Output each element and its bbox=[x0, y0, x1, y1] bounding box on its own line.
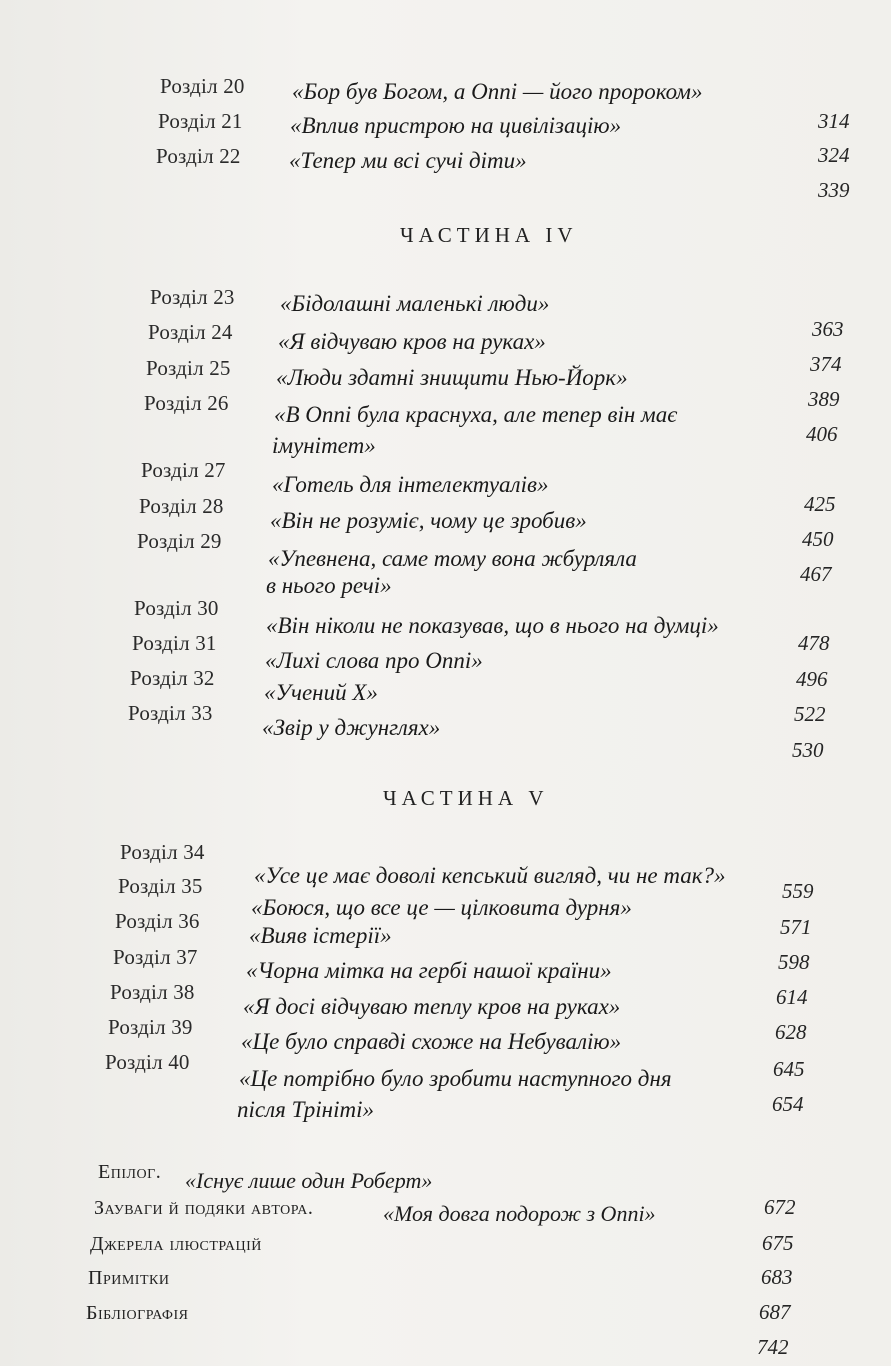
toc-title: «В Оппі була краснуха, але тепер він має bbox=[274, 402, 678, 427]
toc-title: «Я відчуваю кров на руках» bbox=[278, 329, 546, 354]
toc-label: Розділ 29 bbox=[137, 529, 222, 553]
toc-page-number: 496 bbox=[796, 667, 828, 691]
toc-page-number: 450 bbox=[802, 527, 834, 551]
toc-title-continued: імунітет» bbox=[272, 433, 376, 458]
toc-title: «Лихі слова про Оппі» bbox=[265, 648, 483, 673]
toc-title-continued: після Трініті» bbox=[237, 1097, 374, 1122]
back-matter-title: «Моя довга подорож з Оппі» bbox=[383, 1201, 656, 1226]
toc-title: «Люди здатні знищити Нью-Йорк» bbox=[276, 365, 628, 390]
toc-title: «Боюся, що все це — цілковита дурня» bbox=[251, 895, 632, 920]
toc-title: «Усе це має доволі кепський вигляд, чи не так?» bbox=[254, 863, 726, 888]
toc-label: Розділ 31 bbox=[132, 631, 217, 655]
toc-page-number: 614 bbox=[776, 985, 808, 1009]
toc-label: Розділ 21 bbox=[158, 109, 243, 133]
toc-page-number: 478 bbox=[798, 631, 830, 655]
back-matter-label: Епілог. bbox=[98, 1161, 162, 1183]
toc-page-number: 559 bbox=[782, 879, 814, 903]
toc-title: «Чорна мітка на гербі нашої країни» bbox=[246, 958, 612, 983]
back-matter-label: Примітки bbox=[88, 1267, 170, 1289]
toc-title: «Бор був Богом, а Оппі — його пророком» bbox=[292, 79, 703, 104]
toc-page-number: 406 bbox=[806, 422, 838, 446]
toc-page-number: 467 bbox=[800, 562, 832, 586]
toc-title: «Готель для інтелектуалів» bbox=[272, 472, 549, 497]
back-matter-title: «Існує лише один Роберт» bbox=[185, 1168, 433, 1193]
toc-label: Розділ 35 bbox=[118, 874, 203, 898]
toc-page-number: 571 bbox=[780, 915, 812, 939]
toc-page-number: 598 bbox=[778, 950, 810, 974]
toc-page-number: 314 bbox=[818, 109, 850, 133]
toc-label: Розділ 24 bbox=[148, 320, 233, 344]
toc-page-number: 742 bbox=[757, 1335, 789, 1359]
toc-label: Розділ 32 bbox=[130, 666, 215, 690]
part-heading: ЧАСТИНА IV bbox=[400, 223, 578, 247]
back-matter-label: Бібліографія bbox=[86, 1302, 189, 1324]
toc-title: «Упевнена, саме тому вона жбурляла bbox=[268, 546, 637, 571]
toc-title: «Це потрібно було зробити наступного дня bbox=[239, 1066, 672, 1091]
toc-label: Розділ 37 bbox=[113, 945, 198, 969]
toc-label: Розділ 40 bbox=[105, 1050, 190, 1074]
toc-title: «Я досі відчуваю теплу кров на руках» bbox=[243, 994, 621, 1019]
toc-page-number: 374 bbox=[810, 352, 842, 376]
back-matter-label: Зауваги й подяки автора. bbox=[94, 1197, 314, 1219]
toc-title: «Він ніколи не показував, що в нього на думці» bbox=[266, 613, 719, 638]
toc-label: Розділ 36 bbox=[115, 909, 200, 933]
toc-page-number: 672 bbox=[764, 1195, 796, 1219]
toc-page-number: 687 bbox=[759, 1300, 791, 1324]
toc-page-number: 645 bbox=[773, 1057, 805, 1081]
toc-label: Розділ 26 bbox=[144, 391, 229, 415]
toc-page-number: 363 bbox=[812, 317, 844, 341]
toc-label: Розділ 20 bbox=[160, 74, 245, 98]
toc-title: «Вплив пристрою на цивілізацію» bbox=[290, 113, 622, 138]
toc-label: Розділ 33 bbox=[128, 701, 213, 725]
toc-title-continued: в нього речі» bbox=[266, 573, 392, 598]
toc-title: «Це було справді схоже на Небувалію» bbox=[241, 1029, 622, 1054]
toc-label: Розділ 34 bbox=[120, 840, 205, 864]
toc-label: Розділ 23 bbox=[150, 285, 235, 309]
toc-page-number: 628 bbox=[775, 1020, 807, 1044]
toc-title: «Бідолашні маленькі люди» bbox=[280, 291, 550, 316]
part-heading: ЧАСТИНА V bbox=[383, 786, 549, 810]
toc-label: Розділ 39 bbox=[108, 1015, 193, 1039]
toc-page-number: 675 bbox=[762, 1231, 794, 1255]
toc-label: Розділ 22 bbox=[156, 144, 241, 168]
toc-title: «Учений Х» bbox=[264, 680, 378, 705]
toc-label: Розділ 30 bbox=[134, 596, 219, 620]
toc-title: «Звір у джунглях» bbox=[262, 715, 441, 740]
toc-page-number: 654 bbox=[772, 1092, 804, 1116]
toc-page-number: 530 bbox=[792, 738, 824, 762]
back-matter-label: Джерела ілюстрацій bbox=[90, 1233, 262, 1255]
toc-label: Розділ 38 bbox=[110, 980, 195, 1004]
toc-label: Розділ 25 bbox=[146, 356, 231, 380]
toc-page-number: 683 bbox=[761, 1265, 793, 1289]
toc-title: «Він не розуміє, чому це зробив» bbox=[270, 508, 587, 533]
toc-label: Розділ 28 bbox=[139, 494, 224, 518]
toc-label: Розділ 27 bbox=[141, 458, 226, 482]
toc-title: «Вияв істерії» bbox=[249, 923, 392, 948]
toc-page-number: 324 bbox=[818, 143, 850, 167]
toc-title: «Тепер ми всі сучі діти» bbox=[289, 148, 527, 173]
toc-page-number: 339 bbox=[818, 178, 850, 202]
toc-page-number: 425 bbox=[804, 492, 836, 516]
toc-page-number: 389 bbox=[808, 387, 840, 411]
toc-page-number: 522 bbox=[794, 702, 826, 726]
